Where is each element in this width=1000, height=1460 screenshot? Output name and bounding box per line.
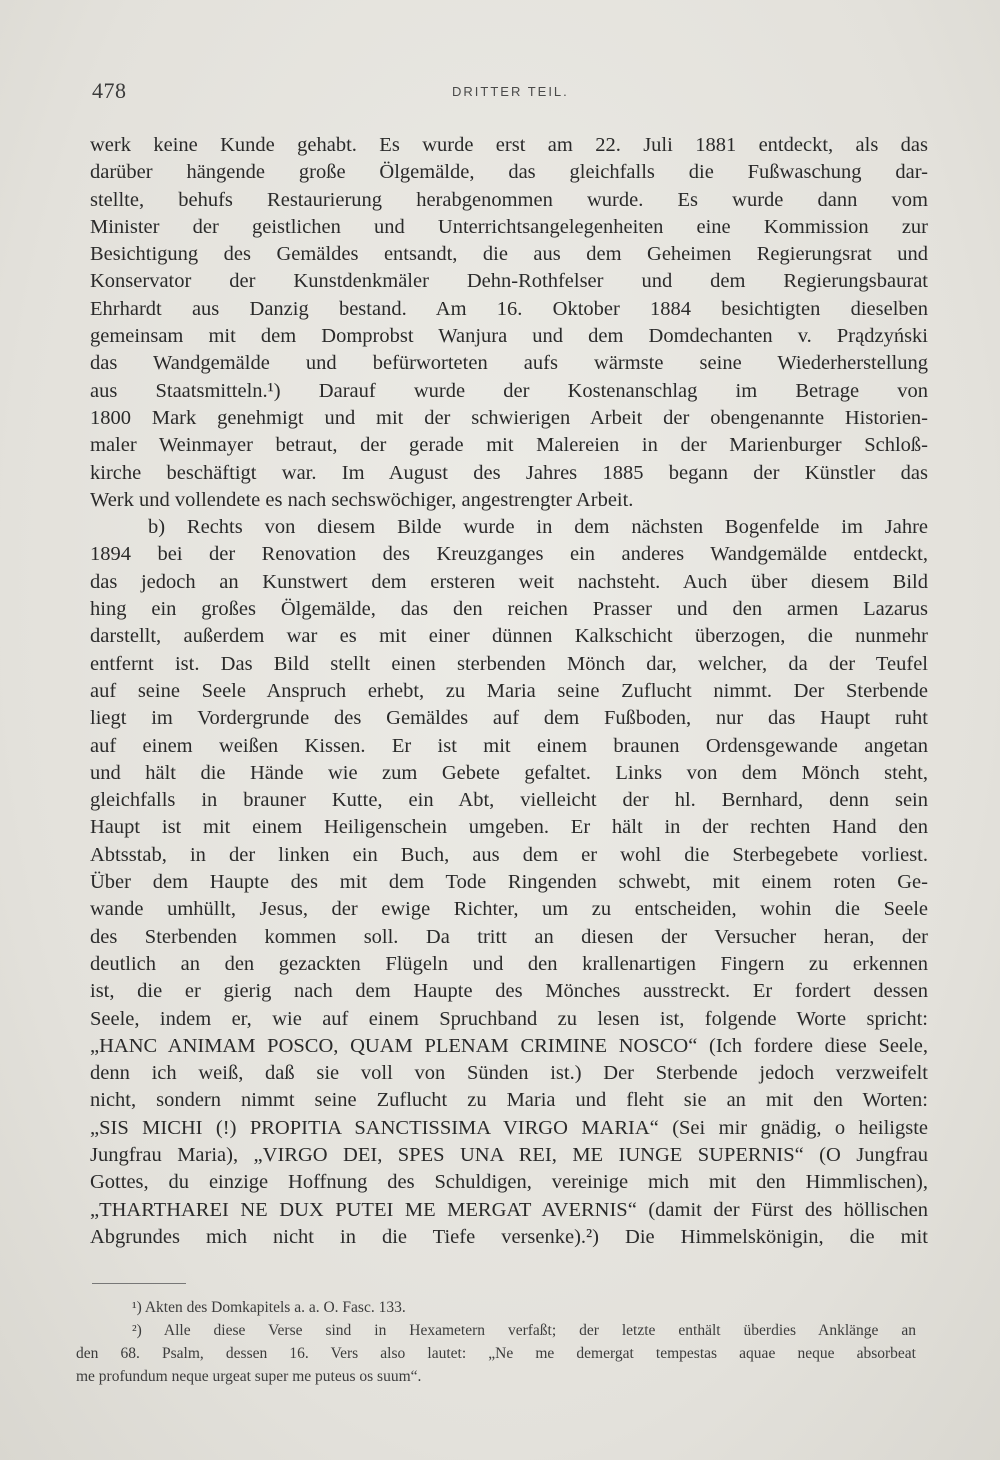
text-line: Jungfrau Maria), „VIRGO DEI, SPES UNA REI, ME IUNGE SUPERNIS“ (O Jungfrau (90, 1143, 928, 1166)
text-line: Über dem Haupte des mit dem Tode Ringenden schwebt, mit einem roten Ge- (90, 871, 928, 894)
text-line: des Sterbenden kommen soll. Da tritt an diesen der Versucher heran, der (90, 925, 928, 948)
text-line: b) Rechts von diesem Bilde wurde in dem nächsten Bogenfelde im Jahre (148, 516, 928, 539)
text-line: nicht, sondern nimmt seine Zuflucht zu Maria und fleht sie an mit den Worten: (90, 1089, 928, 1112)
text-line: kirche beschäftigt war. Im August des Jahres 1885 begann der Künstler das (90, 461, 928, 484)
text-line: maler Weinmayer betraut, der gerade mit Malereien in der Marienburger Schloß- (90, 434, 928, 457)
text-line: stellte, behufs Restaurierung herabgenommen wurde. Es wurde dann vom (90, 188, 928, 211)
text-line: 1800 Mark genehmigt und mit der schwierigen Arbeit der obengenannte Historien- (90, 406, 928, 429)
page-number: 478 (92, 78, 127, 103)
text-line: Besichtigung des Gemäldes entsandt, die aus dem Geheimen Regierungsrat und (90, 243, 928, 266)
text-line: das jedoch an Kunstwert dem ersteren weit nachsteht. Auch über diesem Bild (90, 570, 928, 593)
footnote-1: ¹) Akten des Domkapitels a. a. O. Fasc. 133. (132, 1299, 406, 1316)
text-line: und hält die Hände wie zum Gebete gefaltet. Links von dem Mönch steht, (90, 761, 928, 784)
footnote-2: ²) Alle diese Verse sind in Hexametern verfaßt; der letzte enthält überdies Anklänge an (132, 1322, 916, 1339)
text-line: „THARTHAREI NE DUX PUTEI ME MERGAT AVERNIS“ (damit der Fürst des höllischen (90, 1198, 928, 1221)
text-line: hing ein großes Ölgemälde, das den reichen Prasser und den armen Lazarus (90, 598, 928, 621)
text-line: darstellt, außerdem war es mit einer dünnen Kalkschicht überzogen, die nunmehr (90, 625, 928, 648)
text-line: 1894 bei der Renovation des Kreuzganges ein anderes Wandgemälde entdeckt, (90, 543, 928, 566)
text-line: Abtsstab, in der linken ein Buch, aus dem er wohl die Sterbegebete vorliest. (90, 843, 928, 866)
running-head: DRITTER TEIL. (452, 84, 569, 99)
text-line: Haupt ist mit einem Heiligenschein umgeben. Er hält in der rechten Hand den (90, 816, 928, 839)
footnote-2-continued: den 68. Psalm, dessen 16. Vers also lautet: „Ne me demergat tempestas aquae neque absorbeat (76, 1345, 916, 1362)
text-line: werk keine Kunde gehabt. Es wurde erst am 22. Juli 1881 entdeckt, als das (90, 134, 928, 156)
text-line: wande umhüllt, Jesus, der ewige Richter, um zu entscheiden, wohin die Seele (90, 898, 928, 921)
text-line: Werk und vollendete es nach sechswöchiger, angestrengter Arbeit. (90, 488, 634, 511)
text-line: auf seine Seele Anspruch erhebt, zu Maria seine Zuflucht nimmt. Der Sterbende (90, 679, 928, 702)
text-line: gleichfalls in brauner Kutte, ein Abt, vielleicht der hl. Bernhard, denn sein (90, 789, 928, 812)
text-line: auf einem weißen Kissen. Er ist mit einem braunen Ordensgewande angetan (90, 734, 928, 757)
text-line: Abgrundes mich nicht in die Tiefe versenke).²) Die Himmelskönigin, die mit (90, 1225, 928, 1248)
text-line: aus Staatsmitteln.¹) Darauf wurde der Kostenanschlag im Betrage von (90, 379, 928, 402)
text-line: Ehrhardt aus Danzig bestand. Am 16. Oktober 1884 besichtigten dieselben (90, 297, 928, 320)
text-line: entfernt ist. Das Bild stellt einen sterbenden Mönch dar, welcher, da der Teufel (90, 652, 928, 675)
text-line: deutlich an den gezackten Flügeln und den krallenartigen Fingern zu erkennen (90, 952, 928, 975)
text-line: „SIS MICHI (!) PROPITIA SANCTISSIMA VIRGO MARIA“ (Sei mir gnädig, o heiligste (90, 1116, 928, 1139)
text-line: liegt im Vordergrunde des Gemäldes auf dem Fußboden, nur das Haupt ruht (90, 707, 928, 730)
body-text (90, 132, 928, 1251)
text-line: Seele, indem er, wie auf einem Spruchband zu lesen ist, folgende Worte spricht: (90, 1007, 928, 1030)
text-line: denn ich weiß, daß sie voll von Sünden ist.) Der Sterbende jedoch verzweifelt (90, 1062, 928, 1085)
page-header (92, 78, 922, 108)
footnotes (76, 1296, 916, 1388)
text-line: das Wandgemälde und befürworteten aufs wärmste seine Wiederherstellung (90, 352, 928, 375)
footnote-rule (92, 1283, 186, 1284)
text-line: Minister der geistlichen und Unterrichtsangelegenheiten eine Kommission zur (90, 215, 928, 238)
text-line: Gottes, du einzige Hoffnung des Schuldigen, vereinige mich mit den Himmlischen), (90, 1171, 928, 1194)
text-line: „HANC ANIMAM POSCO, QUAM PLENAM CRIMINE NOSCO“ (Ich fordere diese Seele, (90, 1034, 928, 1057)
text-line: gemeinsam mit dem Domprobst Wanjura und dem Domdechanten v. Prądzyński (90, 325, 928, 348)
footnote-2-continued: me profundum neque urgeat super me puteus os suum“. (76, 1368, 422, 1385)
text-line: Konservator der Kunstdenkmäler Dehn-Rothfelser und dem Regierungsbaurat (90, 270, 928, 293)
text-line: ist, die er gierig nach dem Haupte des Mönches ausstreckt. Er fordert dessen (90, 980, 928, 1003)
text-line: darüber hängende große Ölgemälde, das gleichfalls die Fußwaschung dar- (90, 161, 928, 184)
